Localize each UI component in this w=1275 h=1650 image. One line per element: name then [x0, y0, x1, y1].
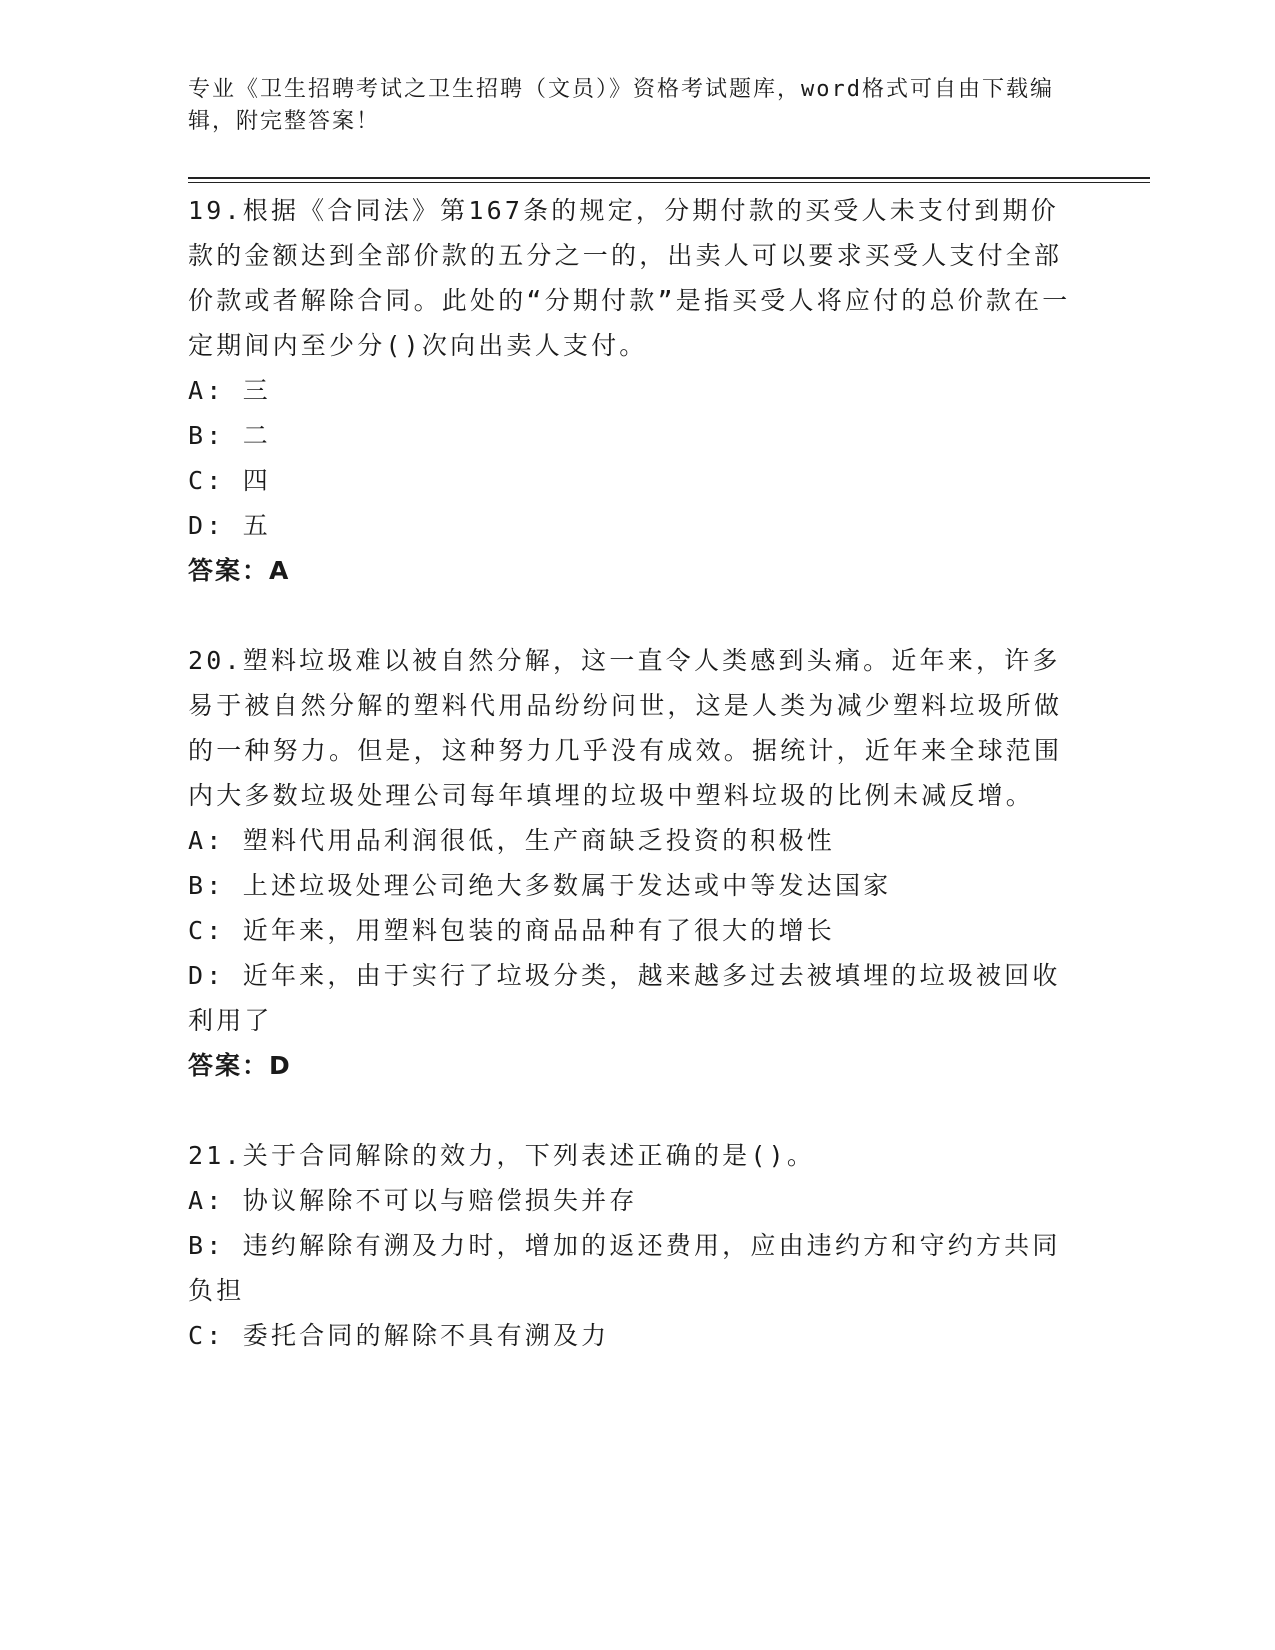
option-a	[188, 368, 1078, 413]
option-b	[188, 863, 1078, 908]
question-stem: 21.关于合同解除的效力，下列表述正确的是()。	[188, 1141, 816, 1170]
question-21	[188, 1133, 1078, 1358]
option-text: 违约解除有溯及力时，增加的返还费用，应由违约方和守约方共同负担	[188, 1231, 1061, 1305]
option-c	[188, 908, 1078, 953]
header-rule-thin	[188, 182, 1150, 183]
answer: 答案：D	[188, 1051, 292, 1080]
option-label: C:	[188, 466, 225, 495]
option-text: 二	[242, 421, 271, 450]
question-stem: 19.根据《合同法》第167条的规定，分期付款的买受人未支付到期价款的金额达到全部价款的五分之一的，出卖人可以要求买受人支付全部价款或者解除合同。此处的“分期付款”是指买受人将应付的总价款在一定期间内至少分()次向出卖人支付。	[188, 196, 1071, 360]
option-text: 五	[242, 511, 271, 540]
option-text: 三	[242, 376, 271, 405]
question-stem: 20.塑料垃圾难以被自然分解，这一直令人类感到头痛。近年来，许多易于被自然分解的塑料代用品纷纷问世，这是人类为减少塑料垃圾所做的一种努力。但是，这种努力几乎没有成效。据统计，近年来全球范围内大多数垃圾处理公司每年填埋的垃圾中塑料垃圾的比例未减反增。	[188, 646, 1063, 810]
question-19	[188, 188, 1078, 593]
option-label: C:	[188, 916, 225, 945]
option-text: 近年来，用塑料包装的商品品种有了很大的增长	[242, 916, 835, 945]
option-text: 近年来，由于实行了垃圾分类，越来越多过去被填埋的垃圾被回收利用了	[188, 961, 1061, 1035]
option-text: 四	[242, 466, 271, 495]
option-label: D:	[188, 511, 225, 540]
header-rule-thick	[188, 177, 1150, 179]
option-text: 塑料代用品利润很低，生产商缺乏投资的积极性	[242, 826, 835, 855]
option-b	[188, 413, 1078, 458]
option-label: C:	[188, 1321, 225, 1350]
option-a	[188, 818, 1078, 863]
option-a	[188, 1178, 1078, 1223]
page-header: 专业《卫生招聘考试之卫生招聘（文员）》资格考试题库，word格式可自由下载编辑，附完整答案！	[188, 77, 1054, 134]
option-c	[188, 458, 1078, 503]
option-label: A:	[188, 376, 225, 405]
question-list	[188, 188, 1078, 1403]
answer: 答案：A	[188, 556, 291, 585]
question-20	[188, 638, 1078, 1088]
option-label: A:	[188, 826, 225, 855]
option-b	[188, 1223, 1078, 1313]
option-text: 委托合同的解除不具有溯及力	[242, 1321, 610, 1350]
option-label: D:	[188, 961, 225, 990]
option-label: B:	[188, 1231, 225, 1260]
option-d	[188, 503, 1078, 548]
option-text: 协议解除不可以与赔偿损失并存	[242, 1186, 638, 1215]
option-label: B:	[188, 421, 225, 450]
option-label: B:	[188, 871, 225, 900]
option-text: 上述垃圾处理公司绝大多数属于发达或中等发达国家	[242, 871, 892, 900]
option-c	[188, 1313, 1078, 1358]
option-d	[188, 953, 1078, 1043]
option-label: A:	[188, 1186, 225, 1215]
